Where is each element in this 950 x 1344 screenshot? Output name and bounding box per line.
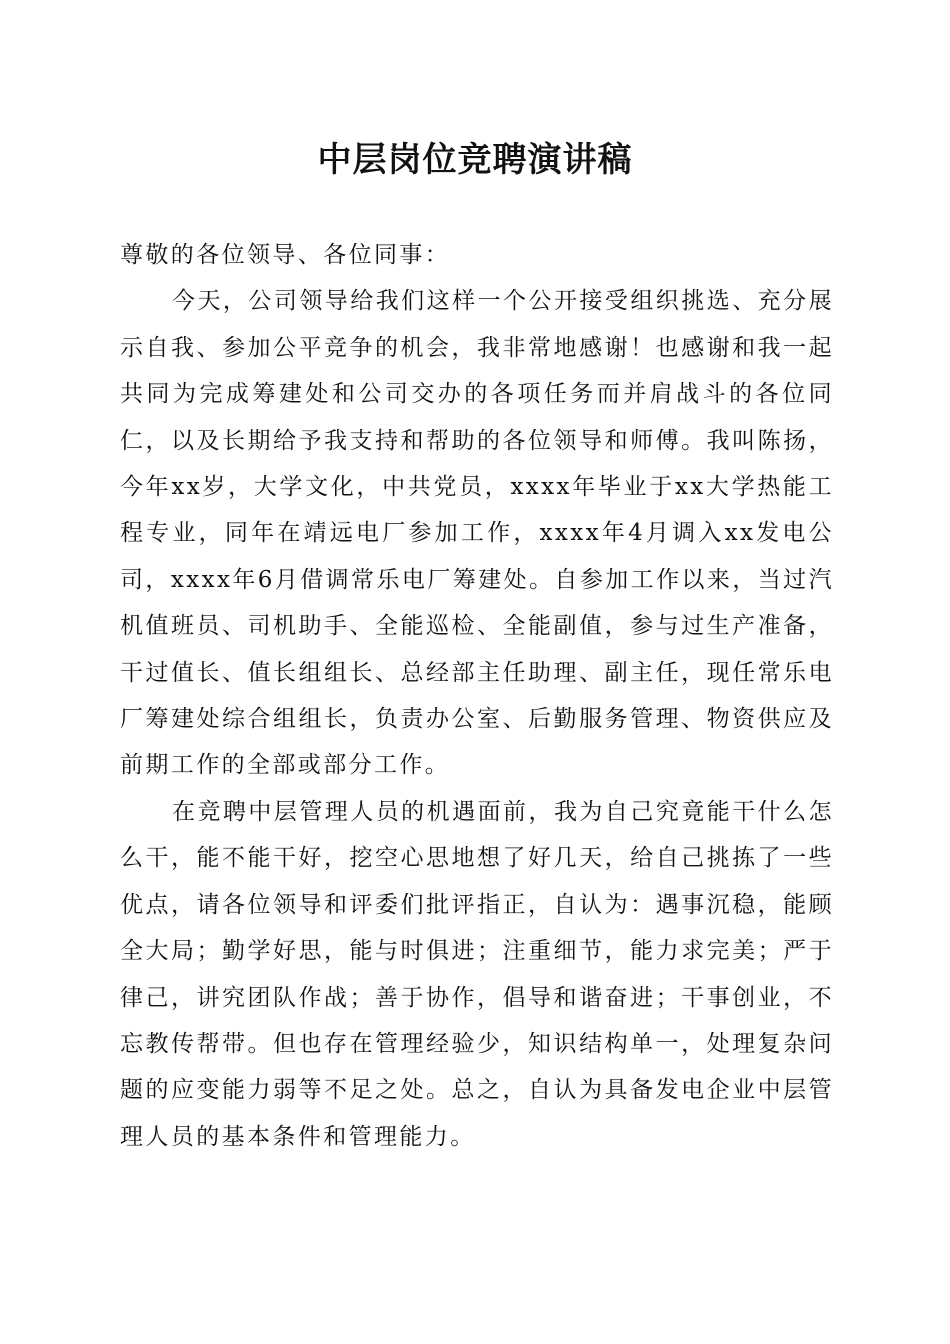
paragraph-self-assessment: 在竞聘中层管理人员的机遇面前，我为自己究竟能干什么怎么干，能不能干好，挖空心思地想了好几天，给自己挑拣了一些优点，请各位领导和评委们批评指正，自认为：遇事沉稳，能顾全大局；勤学好思，能与时俱进；注重细节，能力求完美；严于律己，讲究团队作战；善于协作，倡导和谐奋进；干事创业，不忘教传帮带。但也存在管理经验少，知识结构单一，处理复杂问题的应变能力弱等不足之处。总之，自认为具备发电企业中层管理人员的基本条件和管理能力。 [120,798,834,1150]
paragraph-introduction: 今天，公司领导给我们这样一个公开接受组织挑选、充分展示自我、参加公平竞争的机会，我非常地感谢！也感谢和我一起共同为完成筹建处和公司交办的各项任务而并肩战斗的各位同仁，以及长期给予我支持和帮助的各位领导和师傅。我叫陈扬，今年xx岁，大学文化，中共党员，xxxx年毕业于xx大学热能工程专业，同年在靖远电厂参加工作，xxxx年4月调入xx发电公司，xxxx年6月借调常乐电厂筹建处。自参加工作以来，当过汽机值班员、司机助手、全能巡检、全能副值，参与过生产准备，干过值长、值长组组长、总经部主任助理、副主任，现任常乐电厂筹建处综合组组长，负责办公室、后勤服务管理、物资供应及前期工作的全部或部分工作。 [120,288,834,779]
document-body [120,232,834,1160]
salutation: 尊敬的各位领导、各位同事： [120,242,451,268]
document-title: 中层岗位竞聘演讲稿 [317,140,633,180]
